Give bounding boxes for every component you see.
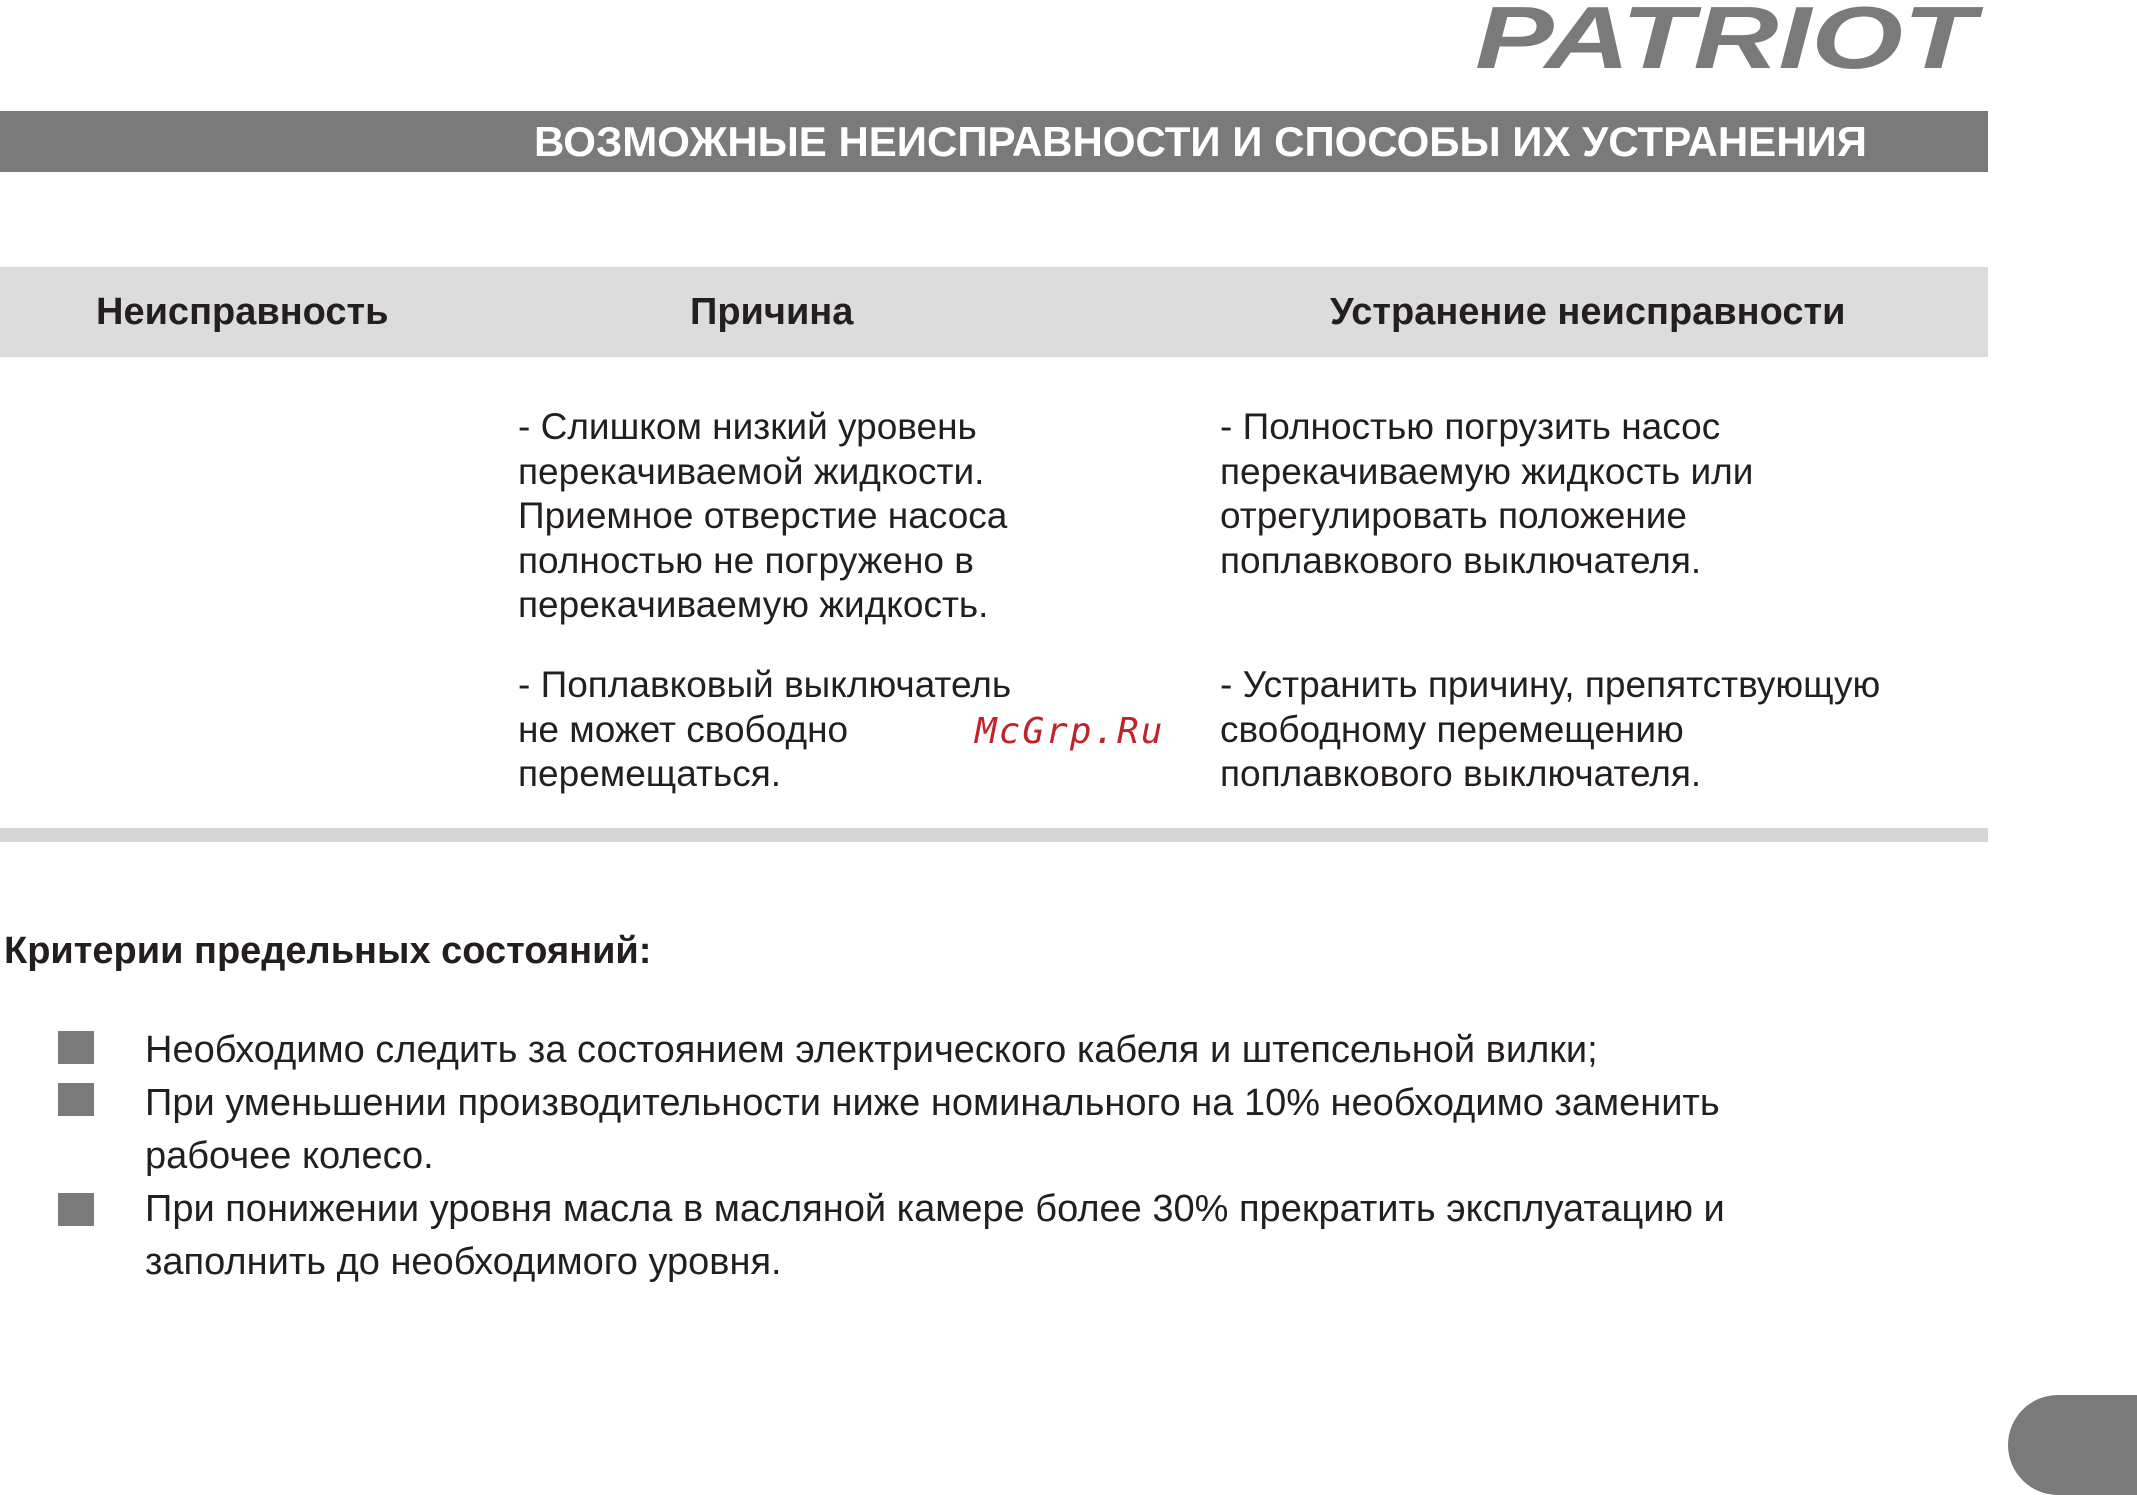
text-line: полностью не погружено в — [518, 539, 974, 581]
text-line: - Слишком низкий уровень — [518, 406, 977, 447]
text-line: При уменьшении производительности ниже номинального на 10% необходимо заменить — [145, 1082, 1720, 1124]
criteria-text — [145, 1183, 1725, 1289]
text-line: Приемное отверстие насоса — [518, 495, 1008, 536]
patriot-logo — [1467, 0, 1987, 80]
header-cause: Причина — [690, 291, 854, 333]
page-number-tab — [2008, 1395, 2137, 1495]
text-line: - Полностью погрузить насос — [1220, 406, 1721, 447]
text-line: отрегулировать положение — [1220, 495, 1687, 536]
bullet-square-icon — [58, 1031, 94, 1064]
bullet-square-icon — [58, 1193, 94, 1226]
criteria-heading: Критерии предельных состояний: — [4, 930, 652, 972]
header-fix: Устранение неисправности — [1330, 291, 1846, 333]
watermark-link[interactable]: McGrp.Ru — [975, 711, 1165, 752]
text-line: перемещаться. — [518, 753, 782, 794]
text-line: перекачиваемой жидкости. — [518, 450, 985, 492]
row-2-fix — [1220, 663, 1880, 797]
text-line: не может свободно — [518, 708, 849, 750]
criteria-text — [145, 1077, 1720, 1183]
text-line: поплавкового выключателя. — [1220, 539, 1702, 581]
patriot-logo-graphic — [1467, 0, 1987, 80]
row-1-fix — [1220, 405, 1753, 583]
text-line: перекачиваемую жидкость или — [1220, 450, 1754, 492]
header-problem: Неисправность — [96, 291, 389, 333]
table-bottom-rule — [0, 828, 1988, 842]
bullet-square-icon — [58, 1083, 94, 1116]
text-line: поплавкового выключателя. — [1220, 753, 1702, 794]
row-2-cause — [518, 663, 1011, 797]
text-line: перекачиваемую жидкость. — [518, 584, 989, 625]
text-line: рабочее колесо. — [145, 1135, 434, 1177]
criteria-text — [145, 1024, 1598, 1077]
row-1-cause — [518, 405, 1007, 628]
text-line: - Поплавковый выключатель — [518, 664, 1012, 705]
text-line: - Устранить причину, препятствующую — [1220, 664, 1881, 705]
page-title: ВОЗМОЖНЫЕ НЕИСПРАВНОСТИ И СПОСОБЫ ИХ УСТРАНЕНИЯ — [534, 118, 1867, 165]
text-line: При понижении уровня масла в масляной камере более 30% прекратить эксплуатацию и — [145, 1188, 1725, 1230]
text-line: свободному перемещению — [1220, 708, 1684, 750]
text-line: заполнить до необходимого уровня. — [145, 1241, 782, 1283]
text-line: Необходимо следить за состоянием электрического кабеля и штепсельной вилки; — [145, 1029, 1598, 1071]
patriot-logo-text: PATRIOT — [1475, 0, 1984, 80]
